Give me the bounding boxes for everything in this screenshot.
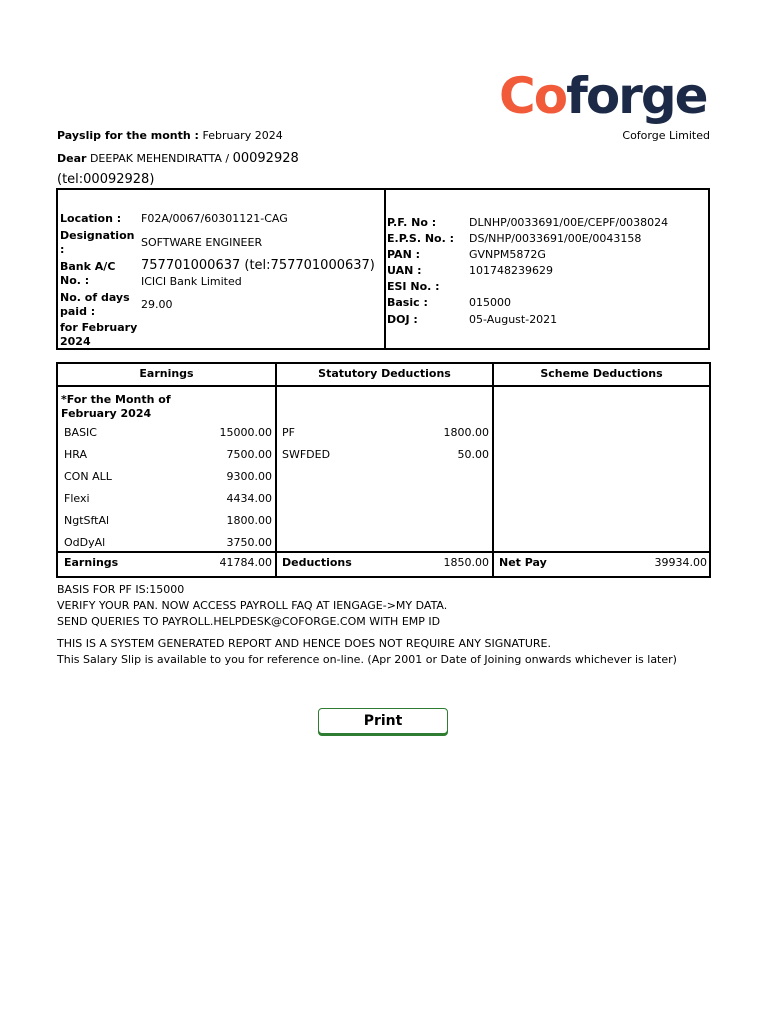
table-col-divider-1	[275, 364, 277, 576]
month-note-2: February 2024	[61, 407, 152, 420]
employee-tel-link[interactable]: (tel:00092928)	[57, 172, 155, 187]
total-earnings-value: 41784.00	[219, 556, 272, 569]
days-paid-label-2: paid :	[60, 305, 96, 318]
payslip-month: February 2024	[202, 129, 283, 142]
earning-name: HRA	[64, 448, 87, 461]
system-generated-note: THIS IS A SYSTEM GENERATED REPORT AND HENCE DOES NOT REQUIRE ANY SIGNATURE.	[57, 637, 551, 650]
verify-pan-note: VERIFY YOUR PAN. NOW ACCESS PAYROLL FAQ AT IENGAGE->MY DATA.	[57, 599, 448, 612]
earning-amount: 7500.00	[226, 448, 272, 461]
net-pay-label: Net Pay	[499, 556, 547, 569]
greeting-line	[57, 151, 299, 166]
company-name: Coforge Limited	[622, 129, 710, 142]
basic-value: 015000	[469, 296, 511, 309]
payslip-month-line	[57, 129, 283, 142]
month-note: *For the Month of	[61, 393, 171, 406]
deduction-amount: 50.00	[457, 448, 489, 461]
earning-name: Flexi	[64, 492, 90, 505]
earning-name: OdDyAl	[64, 536, 106, 549]
earning-name: NgtSftAl	[64, 514, 110, 527]
employee-name: DEEPAK MEHENDIRATTA /	[89, 152, 230, 165]
col-header-statutory: Statutory Deductions	[318, 367, 451, 380]
payslip-label: Payslip for the month :	[57, 129, 199, 142]
total-deductions-label: Deductions	[282, 556, 352, 569]
dear-label: Dear	[57, 152, 87, 165]
earning-name: BASIC	[64, 426, 97, 439]
uan-label: UAN :	[387, 264, 422, 277]
esi-label: ESI No. :	[387, 280, 440, 293]
eps-label: E.P.S. No. :	[387, 232, 455, 245]
net-pay-value: 39934.00	[654, 556, 707, 569]
queries-note: SEND QUERIES TO PAYROLL.HELPDESK@COFORGE.COM WITH EMP ID	[57, 615, 441, 628]
designation-value: SOFTWARE ENGINEER	[141, 236, 263, 249]
info-divider	[384, 190, 386, 348]
days-paid-label-3: for February	[60, 321, 138, 334]
bank-name: ICICI Bank Limited	[141, 275, 242, 288]
basic-label: Basic :	[387, 296, 428, 309]
print-button[interactable]: Print	[318, 708, 448, 734]
bank-label-no: No. :	[60, 274, 90, 287]
deduction-amount: 1800.00	[443, 426, 489, 439]
pf-value: DLNHP/0033691/00E/CEPF/0038024	[469, 216, 669, 229]
days-paid-label-4: 2024	[60, 335, 91, 348]
pf-label: P.F. No :	[387, 216, 437, 229]
pf-basis-note: BASIS FOR PF IS:15000	[57, 583, 185, 596]
logo-letter-c: C	[499, 67, 534, 125]
deduction-name: SWFDED	[282, 448, 331, 461]
eps-value: DS/NHP/0033691/00E/0043158	[469, 232, 642, 245]
logo-text: forge	[566, 67, 707, 125]
earning-amount: 1800.00	[226, 514, 272, 527]
days-paid-value: 29.00	[141, 298, 173, 311]
pan-value: GVNPM5872G	[469, 248, 546, 261]
bank-account-link[interactable]: 757701000637 (tel:757701000637)	[141, 258, 375, 273]
earning-amount: 3750.00	[226, 536, 272, 549]
doj-label: DOJ :	[387, 313, 418, 326]
designation-label-colon: :	[60, 243, 65, 256]
table-total-divider	[58, 551, 709, 553]
col-header-scheme: Scheme Deductions	[540, 367, 663, 380]
earning-amount: 4434.00	[226, 492, 272, 505]
salary-table	[56, 362, 711, 578]
table-col-divider-2	[492, 364, 494, 576]
employee-info-box	[56, 188, 710, 350]
deduction-name: PF	[282, 426, 295, 439]
earning-amount: 15000.00	[219, 426, 272, 439]
designation-label: Designation	[60, 229, 135, 242]
days-paid-label: No. of days	[60, 291, 130, 304]
col-header-earnings: Earnings	[139, 367, 194, 380]
earning-name: CON ALL	[64, 470, 112, 483]
table-header-divider	[58, 385, 709, 387]
uan-value: 101748239629	[469, 264, 553, 277]
earning-amount: 9300.00	[226, 470, 272, 483]
coforge-logo	[499, 66, 707, 126]
availability-note: This Salary Slip is available to you for reference on-line. (Apr 2001 or Date of Joining onwards whichever is later)	[57, 653, 677, 666]
total-deductions-value: 1850.00	[443, 556, 489, 569]
logo-letter-o: o	[533, 67, 567, 125]
total-earnings-label: Earnings	[64, 556, 119, 569]
location-label: Location :	[60, 212, 122, 225]
doj-value: 05-August-2021	[469, 313, 558, 326]
pan-label: PAN :	[387, 248, 420, 261]
location-value: F02A/0067/60301121-CAG	[141, 212, 288, 225]
bank-label: Bank A/C	[60, 260, 116, 273]
employee-id: 00092928	[232, 151, 299, 166]
